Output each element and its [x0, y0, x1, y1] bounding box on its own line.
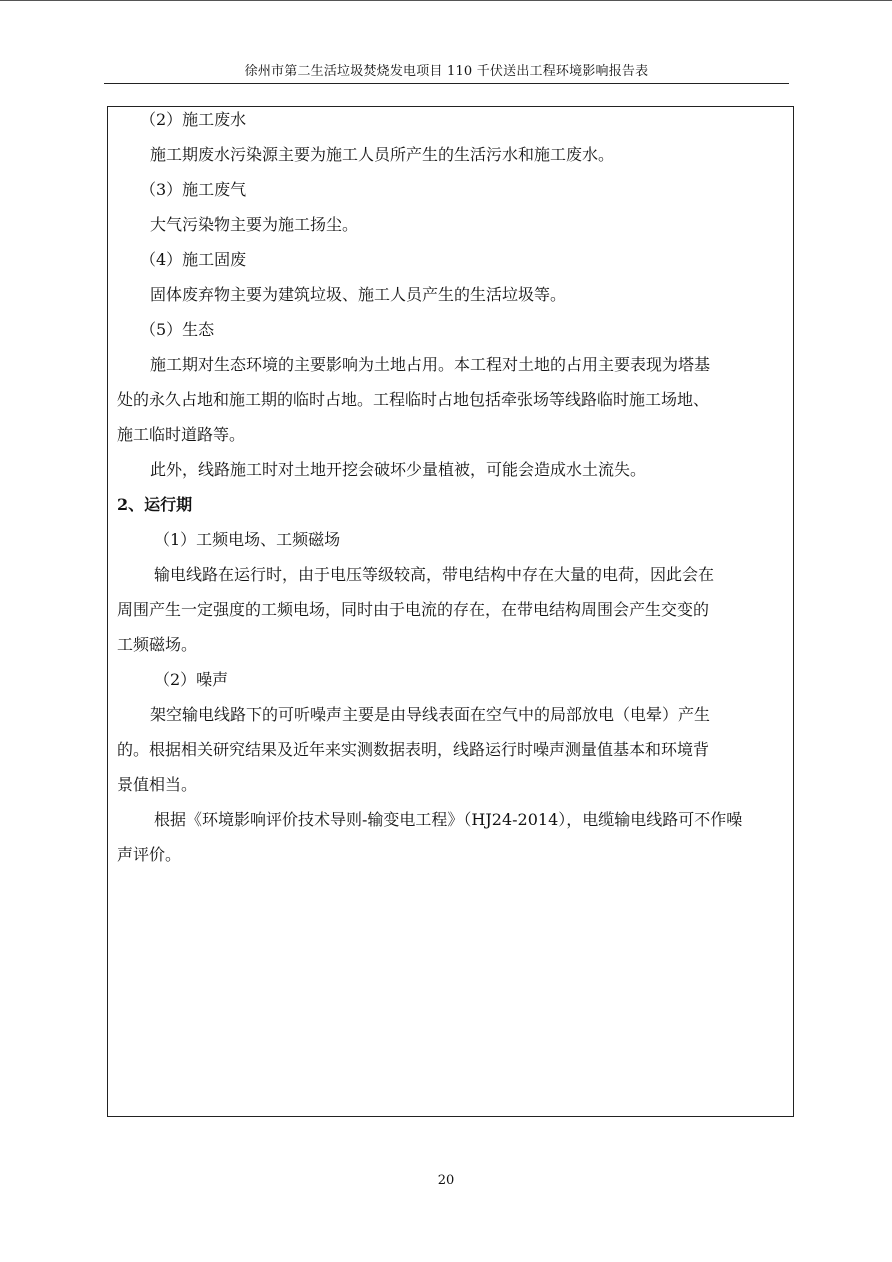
section-heading-construction-solid-waste: （4）施工固废 — [140, 250, 247, 269]
paragraph-line: 处的永久占地和施工期的临时占地。工程临时占地包括牵张场等线路临时施工场地、 — [117, 390, 710, 409]
paragraph-line: 固体废弃物主要为建筑垃圾、施工人员产生的生活垃圾等。 — [150, 285, 567, 304]
paragraph-line: 施工期对生态环境的主要影响为土地占用。本工程对土地的占用主要表现为塔基 — [150, 355, 711, 374]
paragraph-line: 架空输电线路下的可听噪声主要是由导线表面在空气中的局部放电（电晕）产生 — [150, 705, 711, 724]
section-heading-construction-wastewater: （2）施工废水 — [140, 110, 247, 129]
section-heading-construction-exhaust: （3）施工废气 — [140, 180, 247, 199]
section-heading-ecology: （5）生态 — [140, 320, 215, 339]
paragraph-line: 声评价。 — [117, 845, 182, 864]
header-rule — [104, 83, 789, 84]
page-header-title: 徐州市第二生活垃圾焚烧发电项目 110 千伏送出工程环境影响报告表 — [244, 64, 649, 79]
paragraph-line: 施工期废水污染源主要为施工人员所产生的生活污水和施工废水。 — [150, 145, 615, 164]
paragraph-line: 根据《环境影响评价技术导则-输变电工程》（HJ24-2014），电缆输电线路可不作噪 — [154, 810, 743, 829]
paragraph-line: 景值相当。 — [117, 775, 198, 794]
paragraph-line: 大气污染物主要为施工扬尘。 — [150, 215, 359, 234]
content-box — [107, 106, 794, 1117]
subsection-heading-noise: （2）噪声 — [154, 670, 229, 689]
paragraph-line: 输电线路在运行时，由于电压等级较高，带电结构中存在大量的电荷，因此会在 — [154, 565, 715, 584]
subsection-heading-power-frequency-fields: （1）工频电场、工频磁场 — [154, 530, 341, 549]
paragraph-line: 工频磁场。 — [117, 635, 198, 654]
paragraph-line: 此外，线路施工时对土地开挖会破坏少量植被，可能会造成水土流失。 — [150, 460, 647, 479]
paragraph-line: 周围产生一定强度的工频电场，同时由于电流的存在，在带电结构周围会产生交变的 — [117, 600, 710, 619]
paragraph-line: 施工临时道路等。 — [117, 425, 246, 444]
paragraph-line: 的。根据相关研究结果及近年来实测数据表明，线路运行时噪声测量值基本和环境背 — [117, 740, 710, 759]
page-number: 20 — [437, 1173, 455, 1188]
section-heading-operation-period: 2、运行期 — [117, 495, 193, 514]
page-top-edge — [0, 0, 892, 1]
